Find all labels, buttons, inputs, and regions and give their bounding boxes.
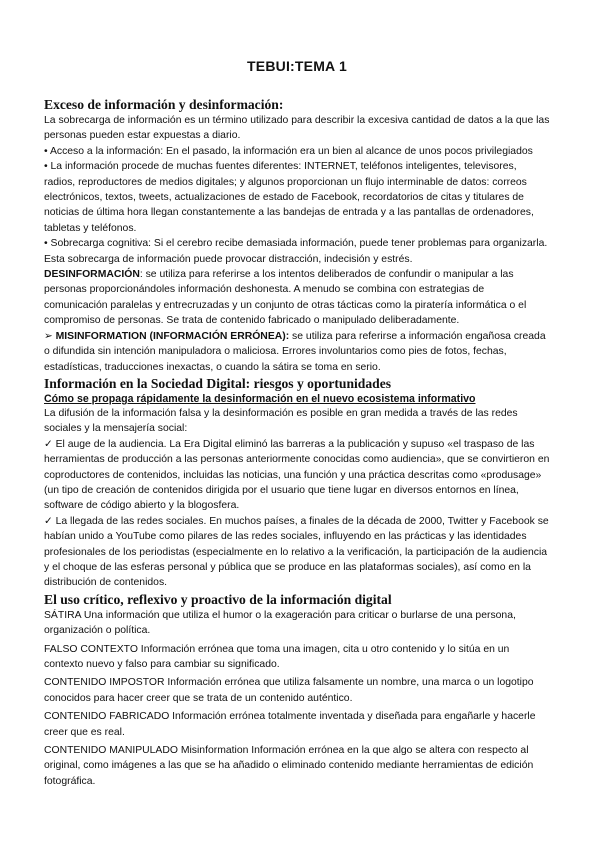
- desinformacion-label: DESINFORMACIÓN: [44, 269, 140, 281]
- misinformation-label: ➢ MISINFORMATION (INFORMACIÓN ERRÓNEA):: [44, 330, 290, 342]
- section1-bullet-access: • Acceso a la información: En el pasado, la información era un bien al alcance de unos pocos privilegiados: [44, 145, 533, 157]
- section2-intro: La difusión de la información falsa y la desinformación es posible en gran medida a través de las redes sociales y la mensajería social:: [44, 407, 518, 435]
- desinformacion-text: : se utiliza para referirse a los intentos deliberados de confundir o manipular a las personas proporcionándoles información deshonesta. A menudo se combina con estrategias de comunicación paralelas y entrecruzadas y un conjunto de otras tácticas como la piratería informática o el compromiso de personas. Se trata de contenido fabricado o manipulado deliberadamente.: [44, 269, 527, 327]
- section1-heading: Exceso de información y desinformación:: [44, 97, 284, 112]
- desinformacion-paragraph: [44, 267, 550, 329]
- section1-bullet-sources: • La información procede de muchas fuentes diferentes: INTERNET, teléfonos inteligentes, televisores, radios, reproductores de medios digitales; y algunos proporcionan un flujo interminable de datos: correos electrónicos, textos, tweets, actualizaciones de estado de Facebook, recordatorios de citas y titulares de noticias de última hora llegan constantemente a las bandejas de entrada y a las pantallas de ordenadores, tabletas y teléfonos.: [44, 161, 534, 234]
- section1-bullet-cognitive: • Sobrecarga cognitiva: Si el cerebro recibe demasiada información, puede tener problemas para organizarla. Esta sobrecarga de información puede provocar distracción, indecisión y estrés.: [44, 238, 548, 265]
- section3-item-contenido-manipulado: CONTENIDO MANIPULADO Misinformation Información errónea en la que algo se altera con respecto al original, como imágenes a las que se ha añadido o eliminado contenido mediante herramientas de edición fotográfica.: [44, 745, 534, 787]
- misinformation-text: se utiliza para referirse a información engañosa creada o difundida sin intención manipuladora o maliciosa. Errores involuntarios como pies de fotos, fechas, estadísticas, traducciones inexactas, o cuando la sátira se toma en serio.: [44, 330, 546, 373]
- section3-item-contenido-fabricado: CONTENIDO FABRICADO Información errónea totalmente inventada y diseñada para engañarle y hacerle creer que es real.: [44, 711, 536, 738]
- section2-subheading: Cómo se propaga rápidamente la desinformación en el nuevo ecosistema informativo: [44, 392, 476, 405]
- section3-item-falso-contexto: FALSO CONTEXTO Información errónea que toma una imagen, cita u otro contenido y lo sitúa en un contexto nuevo y falso para cambiar su significado.: [44, 643, 510, 670]
- section2-heading: Información en la Sociedad Digital: riesgos y oportunidades: [44, 375, 392, 391]
- misinformation-paragraph: [44, 329, 550, 375]
- document-title: TEBUI:TEMA 1: [247, 58, 347, 74]
- section3-item-contenido-impostor: CONTENIDO IMPOSTOR Información errónea que utiliza falsamente un nombre, una marca o un logotipo conocidos para hacer creer que se trata de un contenido auténtico.: [44, 677, 534, 704]
- section2-point-audience: ✓ El auge de la audiencia. La Era Digital eliminó las barreras a la publicación y supuso «el traspaso de las herramientas de producción a las personas anteriormente conocidas como audiencia», que se convirtieron en coproductores de contenidos, incluidas las noticias, una función y una práctica descritas como «produsage» (un tipo de creación de contenidos dirigida por el usuario que tiene lugar en diversos entornos en línea, software de código abierto y la blogosfera.: [44, 438, 550, 512]
- section2-point-social-networks: ✓ La llegada de las redes sociales. En muchos países, a finales de la década de 2000, Twitter y Facebook se habían unido a YouTube como pilares de las redes sociales, influyendo en las prácticas y las identidades profesionales de los periodistas (especialmente en lo relativo a la verificación, la participación de la audiencia y el choque de las esferas personal y pública que se produce en las plataformas sociales), así como en la distribución de contenidos.: [44, 515, 549, 589]
- section3-heading: El uso crítico, reflexivo y proactivo de la información digital: [44, 591, 392, 607]
- section3-item-satira: SÁTIRA Una información que utiliza el humor o la exageración para criticar o burlarse de una persona, organización o política.: [44, 609, 516, 637]
- section1-intro: La sobrecarga de información es un término utilizado para describir la excesiva cantidad de datos a la que las personas pueden estar expuestas a diario.: [44, 115, 550, 142]
